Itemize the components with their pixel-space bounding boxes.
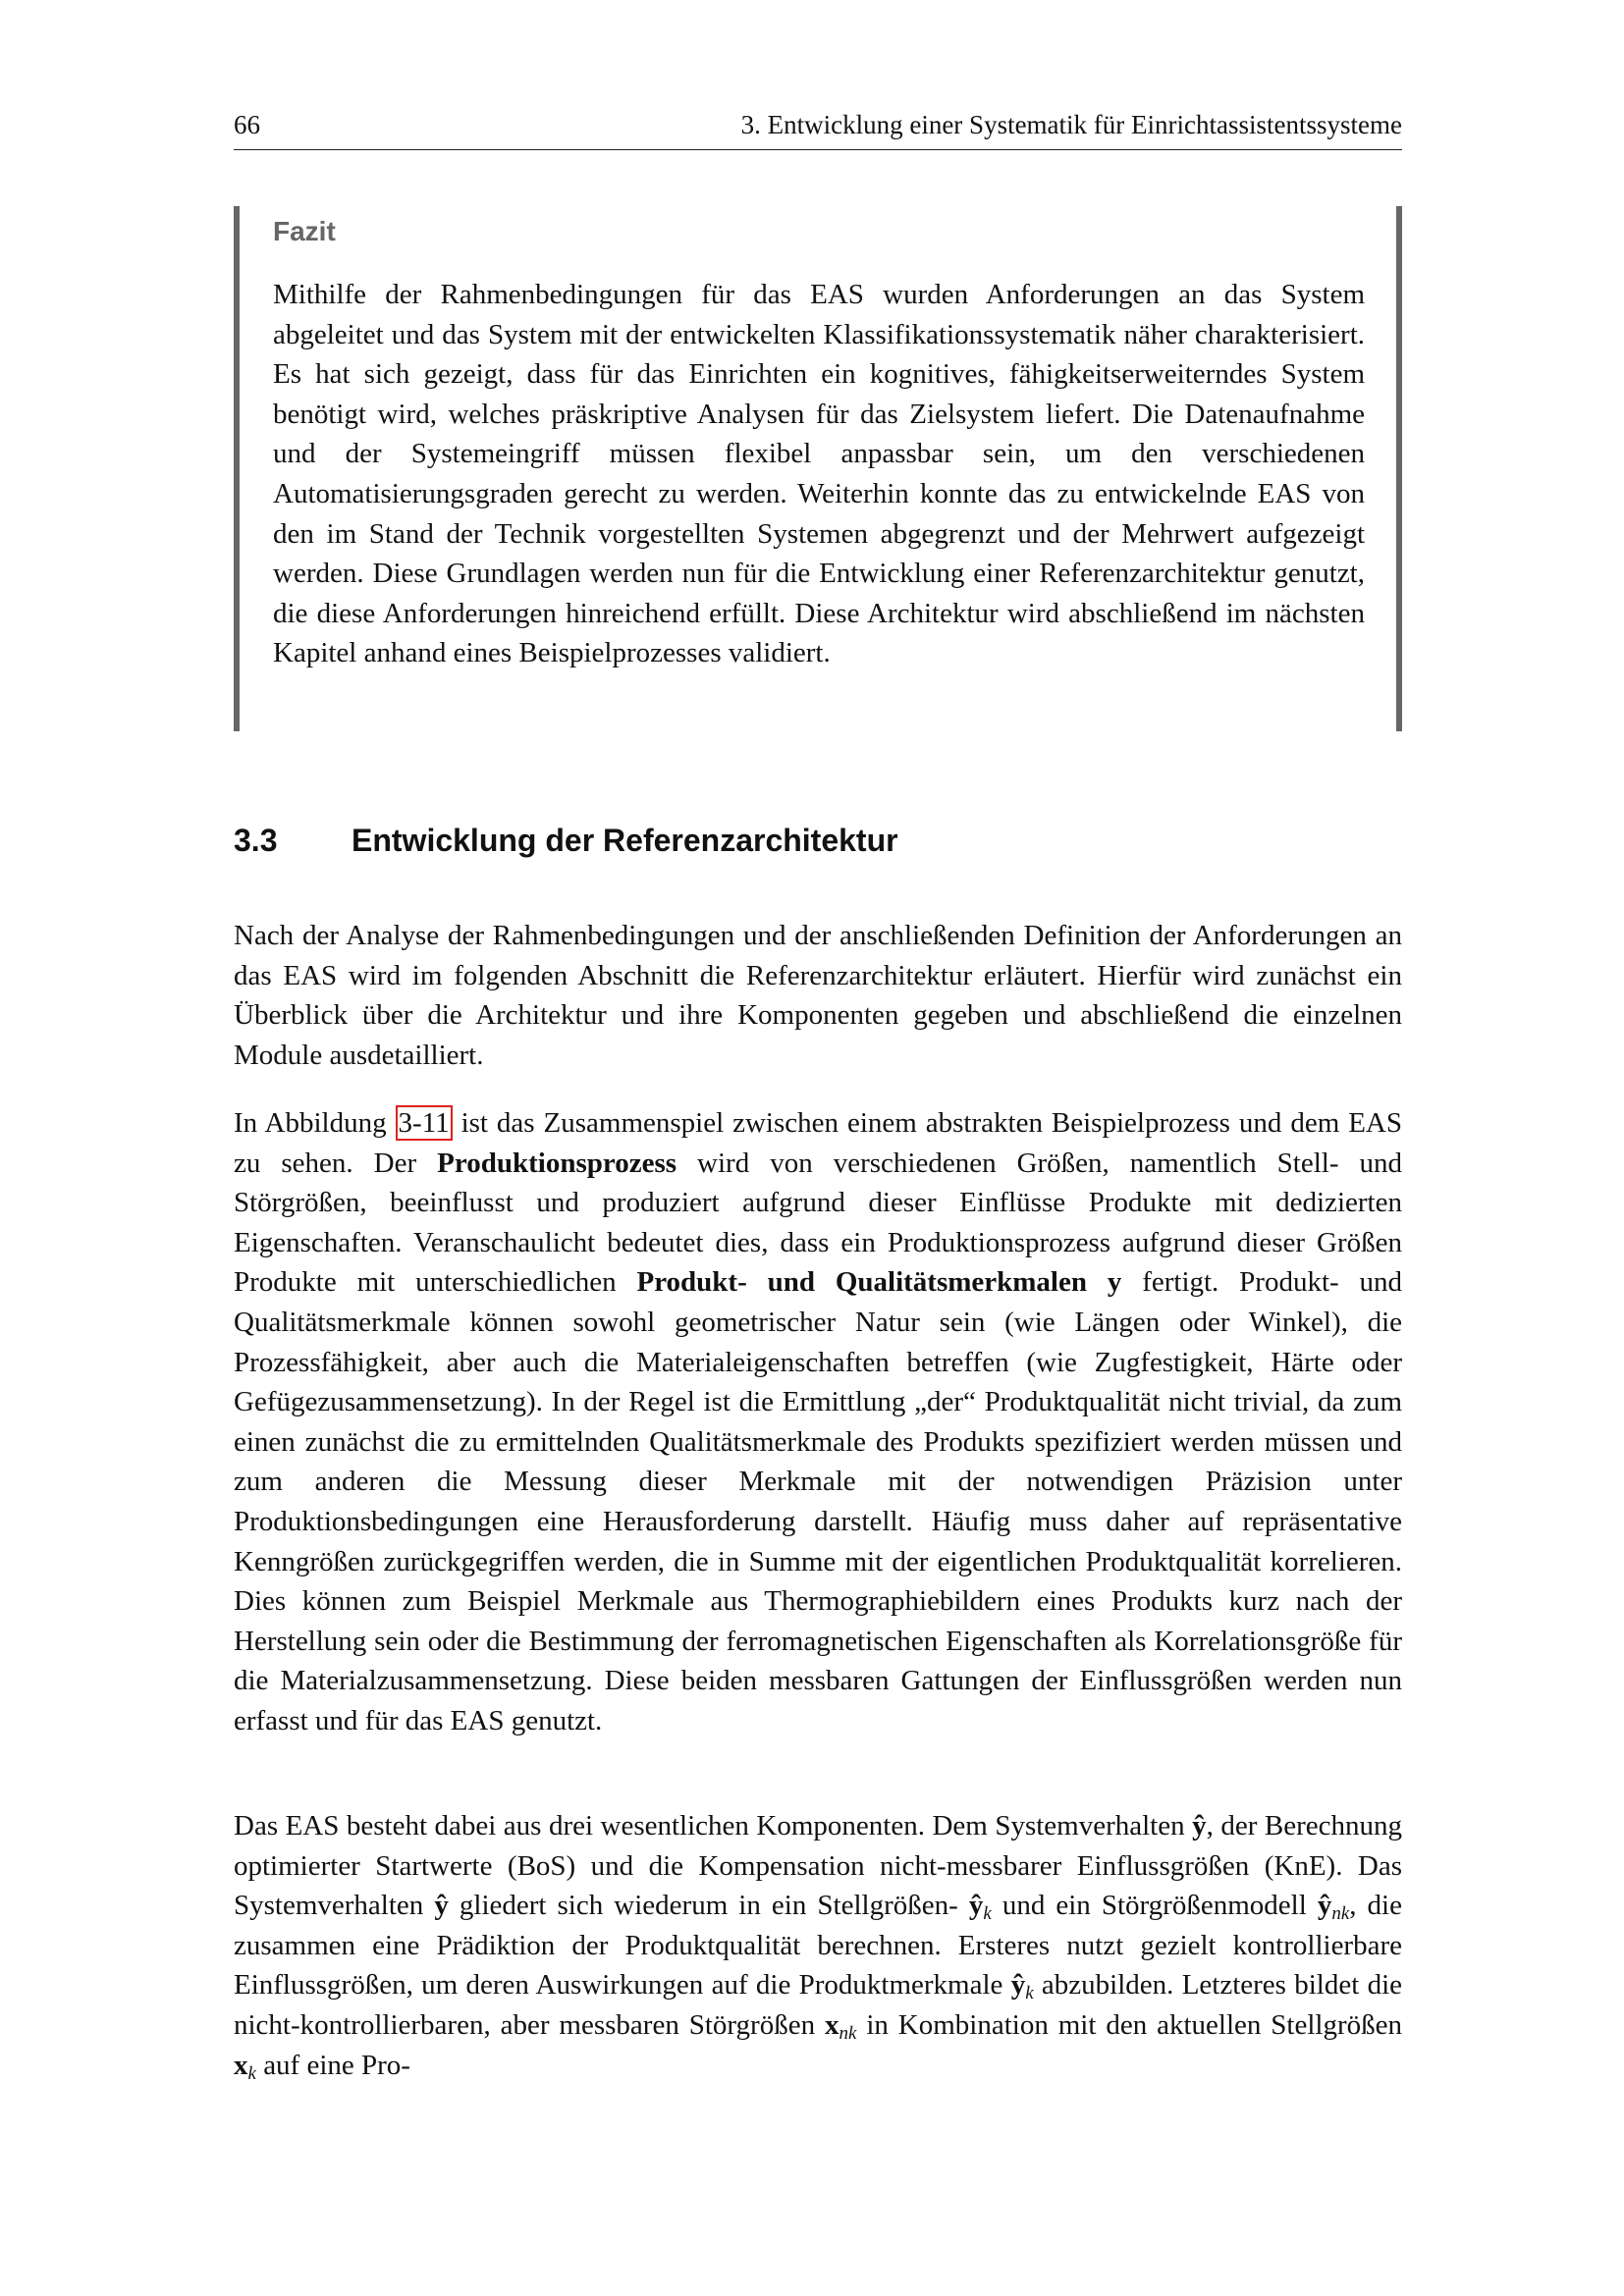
- text-span: und ein Störgrößenmodell: [991, 1890, 1318, 1922]
- math-x: x: [234, 2049, 248, 2081]
- text-span: wird von verschiedenen Größen, namentlich Stell- und Störgrößen, beeinflusst und produziert aufgrund dieser Einflüsse Produkte mit dedizierten Eigenschaften. Veranschaulicht bedeutet dies, dass ein Produktionsprozess aufgrund dieser Größen Produkte mit unterschiedlichen: [234, 1147, 1402, 1299]
- section-number: 3.3: [234, 823, 278, 858]
- math-y-hat: ŷ: [1010, 1969, 1026, 2002]
- fazit-title: Fazit: [273, 216, 336, 246]
- bold-term: Produkt- und Qualitätsmerkmalen y: [636, 1266, 1122, 1299]
- paragraph-3: [234, 1806, 1402, 2085]
- math-x: x: [824, 2008, 839, 2041]
- math-subscript: k: [1025, 1983, 1034, 2004]
- text-span: in Kombination mit den aktuellen Stellgrößen: [856, 2008, 1402, 2041]
- bold-term: Produktionsprozess: [437, 1147, 677, 1179]
- text-span: , der Berechnung optimierter Startwerte (BoS) und die Kompensation nicht-messbarer Einflussgrößen (KnE). Das Systemverhalten: [234, 1810, 1402, 1922]
- paragraph-1: Nach der Analyse der Rahmenbedingungen und der anschließenden Definition der Anforderungen an das EAS wird im folgenden Abschnitt die Referenzarchitektur erläutert. Hierfür wird zunächst ein Überblick über die Architektur und ihre Komponenten gegeben und abschließend die einzelnen Module ausdetailliert.: [234, 920, 1402, 1071]
- fazit-text: Mithilfe der Rahmenbedingungen für das EAS wurden Anforderungen an das System abgeleitet und das System mit der entwickelten Klassifikationssystematik näher charakterisiert. Es hat sich gezeigt, dass für das Einrichten ein kognitives, fähigkeitserweiterndes System benötigt wird, welches präskriptive Analysen für das Zielsystem liefert. Die Datenaufnahme und der Systemeingriff müssen flexibel anpassbar sein, um den verschiedenen Automatisierungsgraden gerecht zu werden. Weiterhin konnte das zu entwickelnde EAS von den im Stand der Technik vorgestellten Systemen abgegrenzt und der Mehrwert aufgezeigt werden. Diese Grundlagen werden nun für die Entwicklung einer Referenzarchitektur genutzt, die diese Anforderungen hinreichend erfüllt. Diese Architektur wird abschließend im nächsten Kapitel anhand eines Beispielprozesses validiert.: [273, 279, 1365, 669]
- math-y-hat: ŷ: [434, 1890, 449, 1922]
- text-span: ist das Zusammenspiel zwischen einem abstrakten Beispielprozess und dem EAS zu sehen. Der: [234, 1107, 1402, 1179]
- figure-reference-link[interactable]: 3-11: [396, 1105, 453, 1141]
- page-header: [234, 110, 1402, 150]
- math-y-hat: ŷ: [1192, 1810, 1207, 1842]
- text-span: gliedert sich wiederum in ein Stellgrößen-: [448, 1890, 969, 1922]
- section-title: Entwicklung der Referenzarchitektur: [352, 823, 898, 858]
- math-subscript: nk: [839, 2022, 857, 2044]
- text-span: , die zusammen eine Prädiktion der Produktqualität berechnen. Ersteres nutzt gezielt kontrollierbare Einflussgrößen, um deren Auswirkungen auf die Produktmerkmale: [234, 1890, 1402, 2002]
- running-title: 3. Entwicklung einer Systematik für Einrichtassistentssysteme: [740, 110, 1402, 139]
- text-span: Das EAS besteht dabei aus drei wesentlichen Komponenten. Dem Systemverhalten: [234, 1810, 1193, 1842]
- fazit-box: [234, 206, 1402, 731]
- math-y-hat: ŷ: [968, 1890, 984, 1922]
- text-span: In Abbildung: [234, 1107, 396, 1139]
- text-span: auf eine Pro-: [255, 2049, 410, 2081]
- text-span: fertigt. Produkt- und Qualitätsmerkmale können sowohl geometrischer Natur sein (wie Längen oder Winkel), die Prozessfähigkeit, aber auch die Materialeigenschaften betreffen (wie Zugfestigkeit, Härte oder Gefügezusammensetzung). In der Regel ist die Ermittlung „der“ Produktqualität nicht trivial, da zum einen zunächst die zu ermittelnden Qualitätsmerkmale des Produkts spezifiziert werden müssen und zum anderen die Messung dieser Merkmale mit der notwendigen Präzision unter Produktionsbedingungen eine Herausforderung darstellt. Häufig muss daher auf repräsentative Kenngrößen zurückgegriffen werden, die in Summe mit der eigentlichen Produktqualität korrelieren. Dies können zum Beispiel Merkmale aus Thermographiebildern eines Produkts kurz nach der Herstellung sein oder die Bestimmung der ferromagnetischen Eigenschaften als Korrelationsgröße für die Materialzusammensetzung. Diese beiden messbaren Gattungen der Einflussgrößen werden nun erfasst und für das EAS genutzt.: [234, 1266, 1403, 1736]
- math-y-hat: ŷ: [1317, 1890, 1332, 1922]
- page-number: 66: [234, 110, 260, 139]
- math-subscript: nk: [1331, 1903, 1350, 1925]
- paragraph-2: [234, 1103, 1402, 1741]
- math-subscript: k: [247, 2062, 256, 2084]
- math-subscript: k: [983, 1903, 992, 1925]
- text-span: abzubilden. Letzteres bildet die nicht-kontrollierbaren, aber messbaren Störgrößen: [234, 1969, 1402, 2041]
